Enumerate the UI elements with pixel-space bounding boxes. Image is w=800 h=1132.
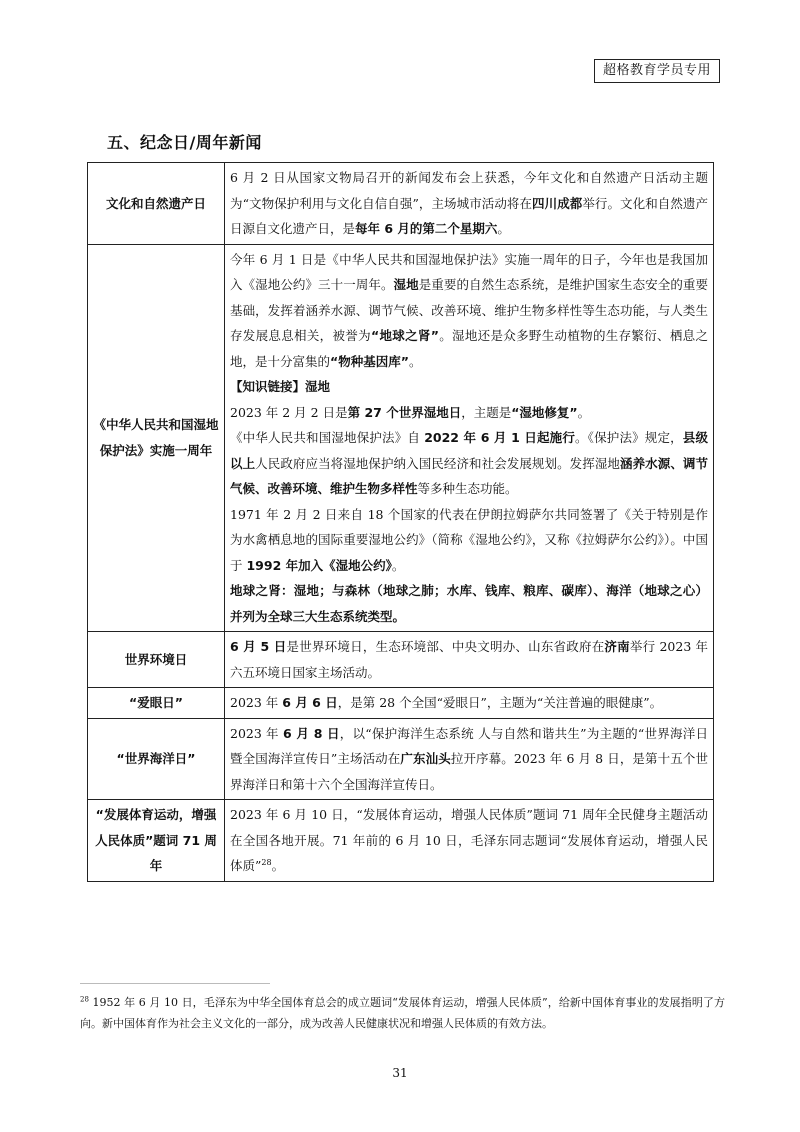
- bold-text: “湿地修复”: [511, 404, 578, 420]
- text-run: 1971 年 2 月 2 日来自 18 个国家的代表在伊朗拉姆萨尔共同签署了《关于特别是作为水禽栖息地的国际重要湿地公约》（简称《湿地公约》，又称《拉姆萨尔公约》）。中国于: [230, 506, 708, 573]
- row-content: [225, 244, 714, 632]
- header-badge: 超格教育学员专用: [594, 59, 720, 83]
- content-paragraph: [230, 802, 708, 879]
- bold-text: 6 月 8 日: [283, 725, 340, 741]
- bold-text: 济南: [604, 639, 630, 654]
- bold-text: 四川成都: [532, 195, 583, 211]
- bold-text: “物种基因库”: [330, 353, 409, 369]
- bold-text: 2022 年 6 月 1 日起施行: [424, 430, 576, 445]
- content-paragraph: [230, 690, 708, 716]
- content-paragraph: [230, 578, 708, 629]
- footnote: [80, 992, 725, 1034]
- text-run: ，是第 28 个全国“爱眼日”，主题为“关注普遍的眼健康”。: [337, 695, 663, 710]
- bold-text: 县级以上: [230, 430, 708, 471]
- bold-text: 【知识链接】湿地: [230, 379, 331, 394]
- text-run: ，主题是: [461, 404, 512, 420]
- content-paragraph: [230, 634, 708, 685]
- bold-text: 6 月 5 日: [230, 639, 287, 654]
- bold-text: 地球之肾：湿地；与森林（地球之肺；水库、钱库、粮库、碳库）、海洋（地球之心）并列为全球三大生态系统类型。: [230, 583, 708, 624]
- table-row: [88, 632, 714, 688]
- row-content: [225, 800, 714, 882]
- text-run: 6 月 2 日从国家文物局召开的新闻发布会上获悉，今年文化和自然遗产日活动主题为“文物保护利用与文化自信自强”，主场城市活动将在: [230, 170, 708, 211]
- text-run: 2023 年 2 月 2 日是: [230, 404, 348, 420]
- text-run: 是重要的自然生态系统，是维护国家生态安全的重要基础，发挥着涵养水源、调节气候、改善环境、维护生物多样性等生态功能，与人类生存发展息息相关，被誉为: [230, 277, 708, 343]
- row-content: [225, 163, 714, 245]
- text-run: 举行 2023 年六五环境日国家主场活动。: [230, 639, 708, 680]
- row-content: [225, 688, 714, 719]
- text-run: 。: [497, 221, 510, 236]
- text-run: 举行。文化和自然遗产日源自文化遗产日，是: [230, 195, 708, 236]
- footnote-ref: 28: [261, 857, 272, 867]
- footnote-number: 28: [80, 995, 89, 1004]
- table-row: [88, 244, 714, 632]
- page-number: 31: [392, 1066, 408, 1080]
- text-run: 拉开序幕。2023 年 6 月 8 日，是第十五个世界海洋日和第十六个全国海洋宣传日。: [230, 751, 708, 792]
- footnote-divider: [80, 983, 270, 984]
- text-run: 2023 年 6 月 10 日，“发展体育运动，增强人民体质”题词 71 周年全民健身主题活动在全国各地开展。71 年前的 6 月 10 日，毛泽东同志题词“发展体育运动，增强人民体质”: [230, 807, 708, 873]
- footnote-text: 1952 年 6 月 10 日，毛泽东为中华全国体育总会的成立题词“发展体育运动，增强人民体质”，给新中国体育事业的发展指明了方向。新中国体育作为社会主义文化的一部分，成为改善人民健康状况和增强人民体质的有效方法。: [80, 996, 726, 1030]
- table-row: [88, 163, 714, 245]
- bold-text: 每年 6 月的第二个星期六: [355, 221, 498, 236]
- row-label: 文化和自然遗产日: [88, 163, 225, 245]
- text-run: 。: [271, 858, 285, 873]
- text-run: 。湿地还是众多野生动植物的生存繁衍、栖息之地，是十分富集的: [230, 328, 708, 369]
- text-run: 。: [577, 404, 591, 420]
- commemoration-news-table: [87, 162, 714, 882]
- content-paragraph: [230, 400, 708, 426]
- section-title: 五、纪念日/周年新闻: [107, 133, 262, 152]
- bold-text: 广东汕头: [400, 751, 451, 766]
- bold-text: 湿地: [393, 277, 419, 292]
- bold-text: 6 月 6 日: [282, 695, 338, 710]
- row-label: 《中华人民共和国湿地保护法》实施一周年: [88, 244, 225, 632]
- content-paragraph: [230, 425, 708, 502]
- row-label: “爱眼日”: [88, 688, 225, 719]
- table-row: [88, 718, 714, 800]
- content-paragraph: [230, 374, 708, 400]
- row-content: [225, 718, 714, 800]
- bold-text: 1992 年加入《湿地公约》: [246, 557, 392, 573]
- content-paragraph: [230, 165, 708, 242]
- table-row: [88, 800, 714, 882]
- text-run: 2023 年: [230, 695, 283, 710]
- bold-text: 第 27 个世界湿地日: [347, 404, 462, 420]
- text-run: 。: [408, 353, 422, 369]
- bold-text: “地球之肾”: [370, 328, 439, 343]
- row-content: [225, 632, 714, 688]
- row-label: “发展体育运动，增强人民体质”题词 71 周年: [88, 800, 225, 882]
- table-row: [88, 688, 714, 719]
- row-label: “世界海洋日”: [88, 718, 225, 800]
- text-run: 等多种生态功能。: [417, 481, 518, 496]
- content-paragraph: [230, 502, 708, 579]
- content-paragraph: [230, 721, 708, 798]
- text-run: 。: [391, 557, 405, 573]
- text-run: 。《保护法》规定，: [575, 430, 683, 445]
- row-label: 世界环境日: [88, 632, 225, 688]
- text-run: 今年 6 月 1 日是《中华人民共和国湿地保护法》实施一周年的日子，今年也是我国加入《湿地公约》三十一周年。: [230, 251, 708, 292]
- news-table-body: [88, 163, 714, 882]
- text-run: 人民政府应当将湿地保护纳入国民经济和社会发展规划。发挥湿地: [255, 455, 620, 471]
- text-run: 2023 年: [230, 725, 284, 741]
- bold-text: 涵养水源、调节气候、改善环境、维护生物多样性: [230, 455, 708, 496]
- content-paragraph: [230, 247, 708, 375]
- text-run: ，以“保护海洋生态系统 人与自然和谐共生”为主题的“世界海洋日暨全国海洋宣传日”主场活动在: [230, 725, 708, 766]
- text-run: 《中华人民共和国湿地保护法》自: [230, 430, 425, 445]
- text-run: 是世界环境日，生态环境部、中央文明办、山东省政府在: [286, 639, 605, 654]
